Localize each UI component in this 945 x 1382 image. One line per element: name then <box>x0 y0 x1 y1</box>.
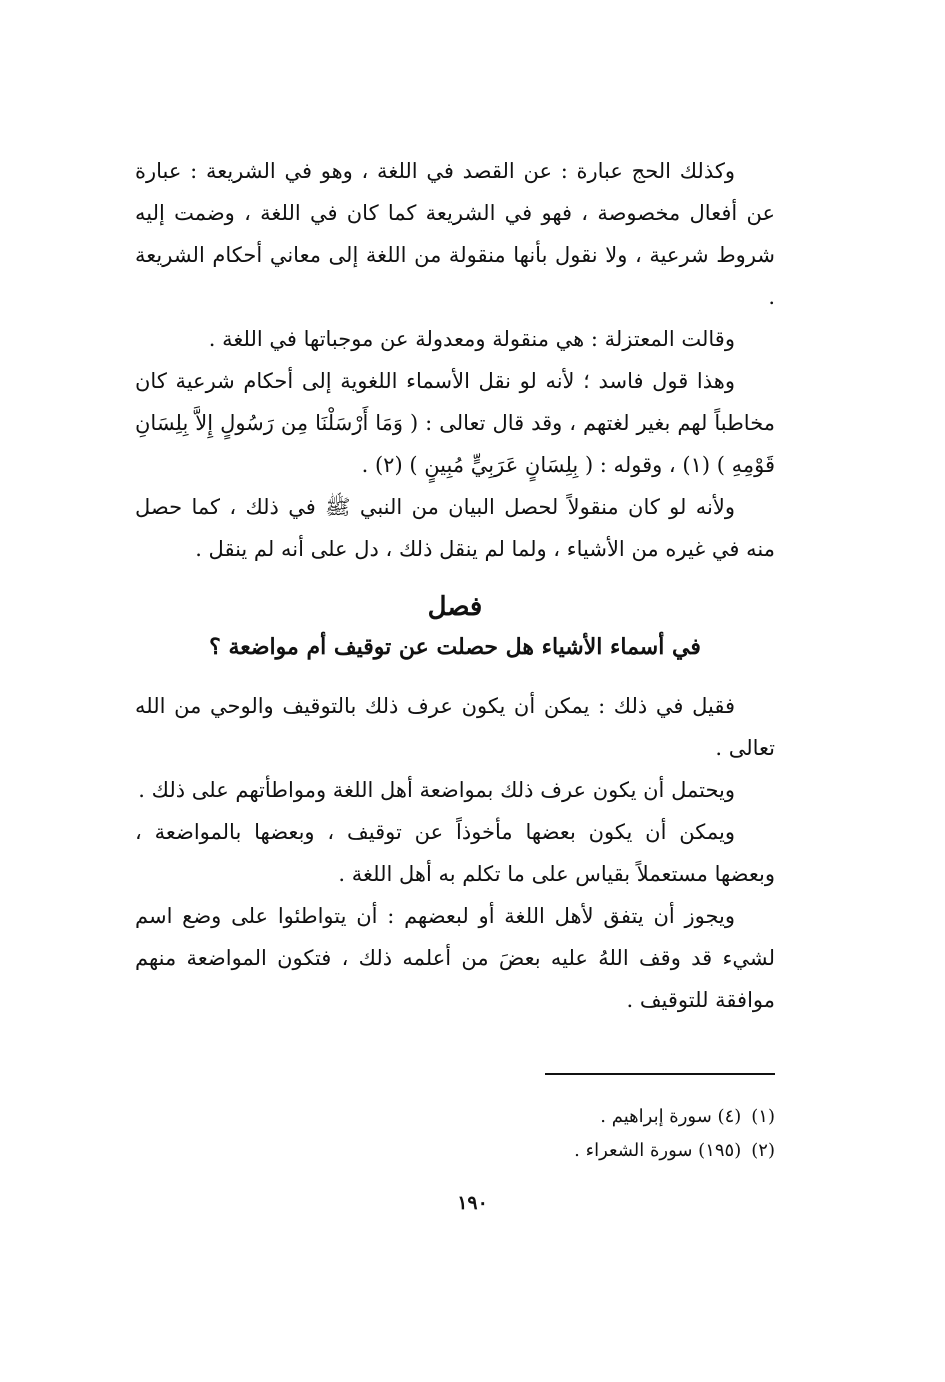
section-subtitle: في أسماء الأشياء هل حصلت عن توقيف أم مواضعة ؟ <box>209 634 701 660</box>
paragraph-mixed: ويمكن أن يكون بعضها مأخوذاً عن توقيف ، وبعضها بالمواضعة ، وبعضها مستعملاً بقياس على ما تكلم به أهل اللغة . <box>135 820 775 886</box>
body-section-1 <box>135 150 775 570</box>
body-section-2 <box>135 685 775 1021</box>
footnote-2 <box>135 1134 775 1168</box>
paragraph-prophet-clarification: ولأنه لو كان منقولاً لحصل البيان من النبي ﷺ في ذلك ، كما حصل منه في غيره من الأشياء ، ولما لم ينقل ذلك ، دل على أنه لم ينقل . <box>135 495 775 561</box>
paragraph-mutazila: وقالت المعتزلة : هي منقولة ومعدولة عن موجباتها في اللغة . <box>208 327 735 351</box>
page-number: ١٩٠ <box>457 1192 488 1214</box>
paragraph-muwadaa: ويحتمل أن يكون عرف ذلك بمواضعة أهل اللغة ومواطأتهم على ذلك . <box>138 778 735 802</box>
paragraph-refutation: وهذا قول فاسد ؛ لأنه لو نقل الأسماء اللغوية إلى أحكام شرعية كان مخاطباً لهم بغير لغتهم ، وقد قال تعالى : ( وَمَا أَرْسَلْنَا مِن رَسُولٍ إِلاَّ بِلِسَانِ قَوْمِهِ ) (١) ، وقوله : ( بِلِسَانٍ عَرَبِيٍّ مُبِينٍ ) (٢) . <box>135 369 775 477</box>
paragraph-hajj: وكذلك الحج عبارة : عن القصد في اللغة ، وهو في الشريعة : عبارة عن أفعال مخصوصة ، فهو في الشريعة كما كان في اللغة ، وضمت إليه شروط شرعية ، ولا نقول بأنها منقولة من اللغة إلى معاني أحكام الشريعة . <box>135 159 775 309</box>
footnote-mark: (٢) <box>751 1140 775 1161</box>
footnote-1 <box>135 1100 775 1134</box>
paragraph-agreement: ويجوز أن يتفق لأهل اللغة أو لبعضهم : أن يتواطئوا على وضع اسم لشيء قد وقف اللهُ عليه بعضَ من أعلمه ذلك ، فتكون المواضعة منهم موافقة للتوقيف . <box>135 904 775 1012</box>
section-title: فصل <box>427 592 483 622</box>
footnote-divider <box>545 1073 775 1075</box>
footnote-text: (١٩٥) سورة الشعراء . <box>574 1140 742 1161</box>
footnotes <box>135 1100 775 1168</box>
paragraph-tawqif: فقيل في ذلك : يمكن أن يكون عرف ذلك بالتوقيف والوحي من الله تعالى . <box>135 694 775 760</box>
footnote-mark: (١) <box>751 1106 775 1127</box>
footnote-text: (٤) سورة إبراهيم . <box>600 1106 742 1127</box>
